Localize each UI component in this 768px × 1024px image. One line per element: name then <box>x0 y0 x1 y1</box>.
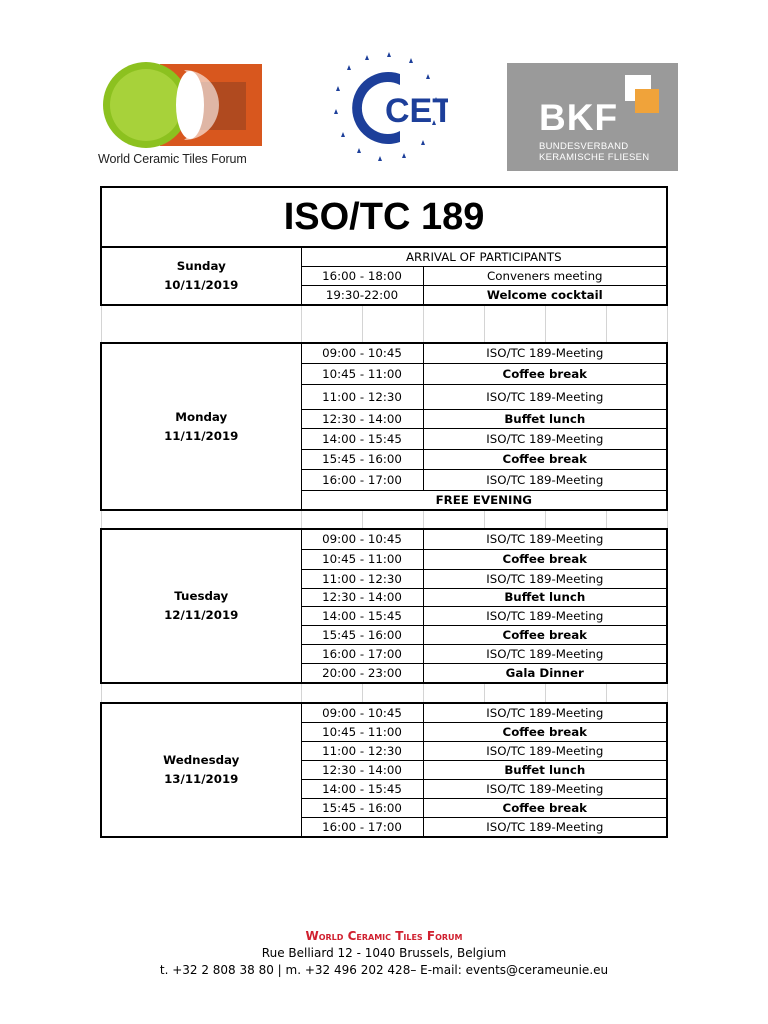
activity-cell: Coffee break <box>423 549 667 569</box>
time-cell: 09:00 - 10:45 <box>301 529 423 549</box>
day-cell-wednesday <box>101 703 301 837</box>
activity-cell: Buffet lunch <box>423 588 667 606</box>
activity-cell: ISO/TC 189-Meeting <box>423 384 667 409</box>
free-evening-cell: FREE EVENING <box>301 490 667 510</box>
time-cell: 16:00 - 17:00 <box>301 817 423 837</box>
day-name: Monday <box>175 409 228 424</box>
activity-cell: Gala Dinner <box>423 663 667 683</box>
time-cell: 09:00 - 10:45 <box>301 343 423 363</box>
footer-address: Rue Belliard 12 - 1040 Brussels, Belgium <box>261 946 507 960</box>
day-date: 13/11/2019 <box>164 772 239 786</box>
activity-cell: ISO/TC 189-Meeting <box>423 741 667 760</box>
cet-logo <box>330 52 448 164</box>
activity-cell: ISO/TC 189-Meeting <box>423 529 667 549</box>
activity-cell: ISO/TC 189-Meeting <box>423 817 667 837</box>
wctf-emblem-icon <box>98 60 266 152</box>
activity-cell: Coffee break <box>423 798 667 817</box>
bkf-sub-line-2: KERAMISCHE FLIESEN <box>539 152 650 163</box>
schedule-title: ISO/TC 189 <box>101 187 667 247</box>
activity-cell: ISO/TC 189-Meeting <box>423 569 667 588</box>
footer-organization: World Ceramic Tiles Forum <box>305 929 463 943</box>
activity-cell: Coffee break <box>423 449 667 469</box>
world-ceramic-tiles-forum-logo <box>98 60 266 170</box>
time-cell: 10:45 - 11:00 <box>301 549 423 569</box>
activity-cell: ISO/TC 189-Meeting <box>423 606 667 625</box>
time-cell: 10:45 - 11:00 <box>301 722 423 741</box>
activity-cell: ISO/TC 189-Meeting <box>423 779 667 798</box>
spacer-row <box>101 683 667 703</box>
time-cell: 16:00 - 17:00 <box>301 469 423 490</box>
activity-cell: ISO/TC 189-Meeting <box>423 469 667 490</box>
activity-cell: Coffee break <box>423 722 667 741</box>
cet-emblem-icon <box>330 52 448 164</box>
spacer-row <box>101 510 667 529</box>
activity-cell: ISO/TC 189-Meeting <box>423 343 667 363</box>
time-cell: 14:00 - 15:45 <box>301 606 423 625</box>
day-cell-sunday <box>101 247 301 305</box>
time-cell: 11:00 - 12:30 <box>301 384 423 409</box>
time-cell: 16:00 - 18:00 <box>301 266 423 285</box>
time-cell: 15:45 - 16:00 <box>301 798 423 817</box>
footer-contact: t. +32 2 808 38 80 | m. +32 496 202 428– E-mail: events@cerameunie.eu <box>159 963 609 977</box>
activity-cell: Buffet lunch <box>423 409 667 428</box>
activity-cell: Coffee break <box>423 625 667 644</box>
time-cell: 09:00 - 10:45 <box>301 703 423 722</box>
day-cell-tuesday <box>101 529 301 683</box>
day-date: 10/11/2019 <box>164 278 239 292</box>
time-cell: 19:30-22:00 <box>301 285 423 305</box>
day-cell-monday <box>101 343 301 510</box>
activity-cell: Coffee break <box>423 363 667 384</box>
time-cell: 14:00 - 15:45 <box>301 779 423 798</box>
activity-cell: Buffet lunch <box>423 760 667 779</box>
page-footer <box>0 928 768 979</box>
time-cell: 12:30 - 14:00 <box>301 588 423 606</box>
bkf-logo-title: BKF <box>539 97 619 138</box>
time-cell: 14:00 - 15:45 <box>301 428 423 449</box>
day-name: Tuesday <box>174 589 229 603</box>
table-row <box>101 529 667 549</box>
table-row <box>101 703 667 722</box>
time-cell: 11:00 - 12:30 <box>301 569 423 588</box>
time-cell: 11:00 - 12:30 <box>301 741 423 760</box>
activity-cell: ISO/TC 189-Meeting <box>423 428 667 449</box>
time-cell: 10:45 - 11:00 <box>301 363 423 384</box>
activity-cell: ISO/TC 189-Meeting <box>423 703 667 722</box>
activity-cell: Welcome cocktail <box>423 285 667 305</box>
day-name: Sunday <box>176 259 226 273</box>
activity-cell: Conveners meeting <box>423 266 667 285</box>
time-cell: 12:30 - 14:00 <box>301 760 423 779</box>
time-cell: 16:00 - 17:00 <box>301 644 423 663</box>
day-date: 12/11/2019 <box>164 608 239 622</box>
time-cell: 20:00 - 23:00 <box>301 663 423 683</box>
arrival-header: ARRIVAL OF PARTICIPANTS <box>301 247 667 266</box>
schedule-table <box>100 186 668 838</box>
time-cell: 15:45 - 16:00 <box>301 625 423 644</box>
cet-logo-text: CET <box>385 92 448 130</box>
spacer-row <box>101 305 667 343</box>
activity-cell: ISO/TC 189-Meeting <box>423 644 667 663</box>
wctf-logo-text: World Ceramic Tiles Forum <box>98 152 247 166</box>
table-row <box>101 343 667 363</box>
bkf-logo-subtitle <box>539 141 649 163</box>
time-cell: 15:45 - 16:00 <box>301 449 423 469</box>
day-name: Wednesday <box>163 753 240 767</box>
day-date: 11/11/2019 <box>164 428 239 443</box>
bkf-logo <box>507 63 678 171</box>
time-cell: 12:30 - 14:00 <box>301 409 423 428</box>
bkf-sub-line-1: BUNDESVERBAND <box>539 141 629 152</box>
